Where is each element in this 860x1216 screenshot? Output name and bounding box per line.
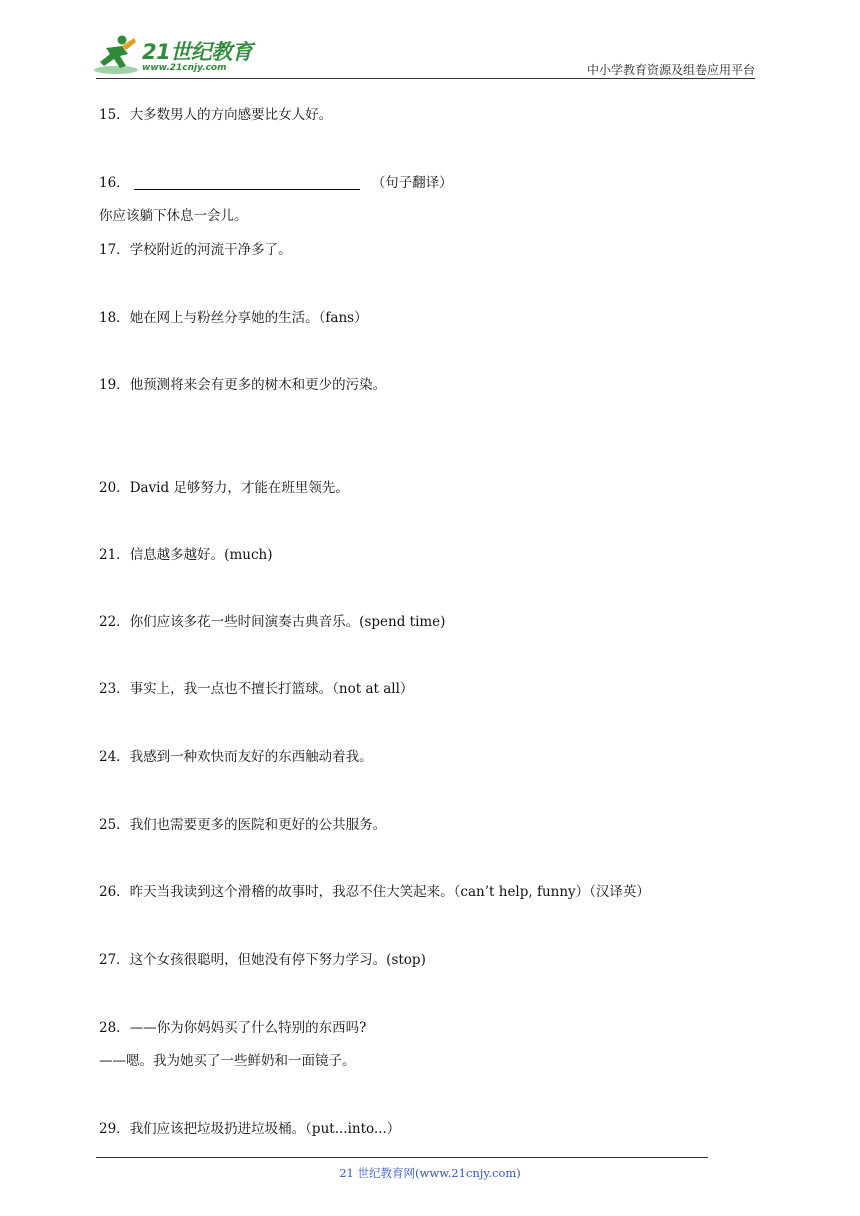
runner-logo-icon <box>92 34 140 76</box>
question-text: 事实上，我一点也不擅长打篮球。（not at all） <box>129 681 414 697</box>
question-text: 大多数男人的方向感要比女人好。 <box>129 107 333 123</box>
question-text: 信息越多越好。(much) <box>129 547 273 563</box>
page-header <box>0 0 860 80</box>
question-18 <box>99 309 368 327</box>
question-15 <box>99 106 332 124</box>
question-number: 22． <box>99 614 130 630</box>
question-number: 21． <box>99 547 130 563</box>
question-25 <box>99 816 386 834</box>
question-number: 23． <box>99 681 130 697</box>
footer-link[interactable]: 21 世纪教育网(www.21cnjy.com) <box>339 1166 521 1180</box>
logo-text: 21世纪教育 <box>142 40 253 64</box>
question-number: 17． <box>99 242 130 258</box>
question-text: 你们应该多花一些时间演奏古典音乐。(spend time) <box>129 614 446 630</box>
question-text: 学校附近的河流干净多了。 <box>129 242 292 258</box>
platform-name: 中小学教育资源及组卷应用平台 <box>586 63 755 77</box>
question-text: 这个女孩很聪明，但她没有停下努力学习。(stop) <box>129 952 426 968</box>
question-number: 16． <box>99 175 130 191</box>
question-number: 18． <box>99 310 130 326</box>
header-divider <box>96 78 755 79</box>
question-16 <box>99 174 453 192</box>
question-number: 25． <box>99 817 130 833</box>
question-number: 29． <box>99 1121 130 1137</box>
question-26 <box>99 883 650 901</box>
footer-divider <box>96 1157 708 1158</box>
logo-url: www.21cnjy.com <box>142 63 227 73</box>
question-text: 我们也需要更多的医院和更好的公共服务。 <box>129 817 387 833</box>
question-24 <box>99 748 373 766</box>
question-21 <box>99 546 272 564</box>
question-28 <box>99 1019 366 1037</box>
question-29 <box>99 1120 400 1138</box>
question-hint: （句子翻译） <box>371 175 453 191</box>
question-19 <box>99 376 386 394</box>
question-16-prompt: 你应该躺下休息一会儿。 <box>99 208 248 224</box>
question-number: 26． <box>99 884 130 900</box>
site-logo[interactable] <box>92 34 262 78</box>
question-number: 28． <box>99 1020 130 1036</box>
question-text: 我感到一种欢快而友好的东西触动着我。 <box>129 749 373 765</box>
answer-blank[interactable] <box>134 175 360 190</box>
question-20 <box>99 479 349 497</box>
question-number: 24． <box>99 749 130 765</box>
question-23 <box>99 680 413 698</box>
question-text: 他预测将来会有更多的树木和更少的污染。 <box>129 377 387 393</box>
question-text: ——你为你妈妈买了什么特别的东西吗? <box>129 1020 367 1036</box>
question-number: 27． <box>99 952 130 968</box>
question-27 <box>99 951 426 969</box>
question-22 <box>99 613 445 631</box>
question-number: 15． <box>99 107 130 123</box>
question-28-reply: ——嗯。我为她买了一些鲜奶和一面镜子。 <box>99 1053 356 1069</box>
question-text: 我们应该把垃圾扔进垃圾桶。（put...into...） <box>129 1121 401 1137</box>
question-text: David 足够努力，才能在班里领先。 <box>129 480 349 496</box>
question-17 <box>99 241 292 259</box>
question-number: 19． <box>99 377 130 393</box>
question-number: 20． <box>99 480 130 496</box>
question-text: 昨天当我读到这个滑稽的故事时，我忍不住大笑起来。（can’t help, funny）（汉译英） <box>129 884 650 900</box>
question-text: 她在网上与粉丝分享她的生活。（fans） <box>129 310 368 326</box>
